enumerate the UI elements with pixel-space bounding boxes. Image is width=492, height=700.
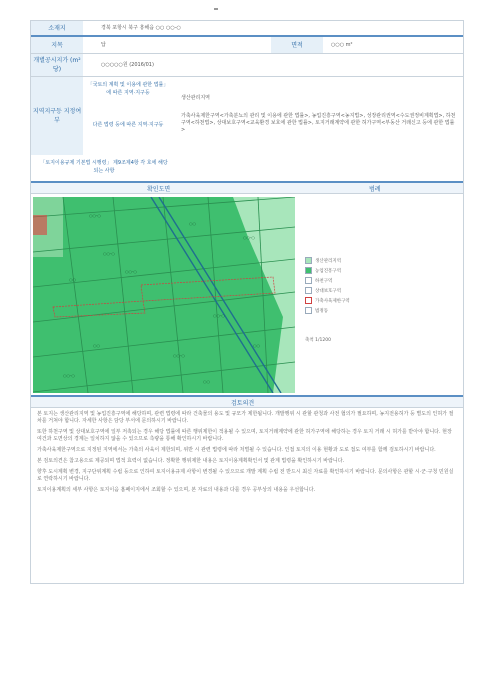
svg-text:○○-○: ○○-○	[125, 269, 137, 274]
legend-swatch	[305, 307, 312, 314]
land-category-label: 지목	[31, 37, 83, 53]
legend-item: 법정동	[305, 307, 328, 314]
svg-text:○○-○: ○○-○	[103, 251, 115, 256]
map-title: 확인도면	[147, 186, 171, 193]
page-mark	[214, 8, 218, 10]
price-value: ○○○○○원 (2016/01)	[101, 62, 154, 68]
opinion-body	[37, 411, 457, 498]
svg-text:○○: ○○	[189, 221, 196, 226]
area-value: ○○○ m²	[331, 42, 353, 48]
opinion-paragraph: 가축사육제한구역으로 지정된 지역에서는 가축의 사육이 제한되며, 위반 시 관련 법령에 따라 처벌될 수 있습니다. 인접 토지의 이용 현황과 도로 접도 여부를 함께 검토하시기 바랍니다.	[37, 447, 436, 453]
area-label: 면적	[271, 37, 323, 53]
legend-swatch	[305, 287, 312, 294]
legend-item: 하천구역	[305, 277, 332, 284]
svg-text:○○: ○○	[93, 343, 100, 348]
svg-text:○○-○: ○○-○	[63, 373, 75, 378]
opinion-paragraph: 또한 하천구역 및 상대보호구역에 일부 저촉되는 경우 해당 법률에 따른 행위제한이 적용될 수 있으며, 토지거래계약에 관한 허가구역에 해당하는 경우 토지 거래 시 허가를 받아야 합니다. 현장 여건과 도면상의 경계는 일치하지 않을 수 있으므로 측량을 통해 확인하시기 바랍니다.	[37, 429, 452, 442]
legend-item: 가축사육제한구역	[305, 297, 350, 304]
q3-label: 「토지이용규제 기본법 시행령」 제9조제4항 각 호에 해당되는 사항	[40, 160, 168, 174]
price-row	[31, 54, 463, 77]
q1-label: 「국토의 계획 및 이용에 관한 법률」에 따른 지역·지구등	[87, 82, 169, 96]
price-label: 개별공시지가 (m²당)	[31, 54, 83, 76]
zoning-section	[31, 77, 463, 181]
opinion-paragraph: 향후 도시계획 변경, 지구단위계획 수립 등으로 인하여 토지이용규제 사항이 변경될 수 있으므로 개발 계획 수립 전 반드시 최신 자료를 확인하시기 바랍니다. 문의사항은 관할 시·군·구청 민원실로 연락하시기 바랍니다.	[37, 469, 454, 482]
svg-text:○○: ○○	[203, 379, 210, 384]
opinion-paragraph: 토지이용계획의 세부 사항은 토지이음 홈페이지에서 조회할 수 있으며, 본 자료의 내용과 다를 경우 공부상의 내용을 우선합니다.	[37, 487, 316, 493]
map-scale: 축척 1/1200	[305, 338, 331, 343]
legend-item: 농업진흥구역	[305, 267, 341, 274]
opinion-paragraph: 본 검토의견은 참고용으로 제공되며 법적 효력이 없습니다. 정확한 행위제한 내용은 토지이용계획확인서 및 관계 법령을 확인하시기 바랍니다.	[37, 458, 345, 464]
parcel-map	[33, 197, 295, 393]
document-page	[30, 20, 464, 584]
legend-swatch	[305, 297, 312, 304]
svg-text:○○: ○○	[69, 277, 76, 282]
parcel-marker	[33, 215, 47, 235]
svg-text:○○-○: ○○-○	[243, 235, 255, 240]
legend-item: 생산관리지역	[305, 257, 341, 264]
q1-value: 생산관리지역	[181, 95, 210, 101]
zoning-label: 지역지구등 지정여부	[31, 77, 83, 155]
opinion-paragraph: 본 토지는 생산관리지역 및 농업진흥구역에 해당하며, 관련 법령에 따라 건축물의 용도 및 규모가 제한됩니다. 개발행위 시 관할 관청과 사전 협의가 필요하며, 농지전용허가 등 별도의 인허가 절차를 거쳐야 합니다. 자세한 사항은 담당 부서에 문의하시기 바랍니다.	[37, 411, 454, 424]
land-category-row	[31, 37, 463, 54]
location-value: 경북 포항시 북구 흥해읍 ○○ ○○-○	[101, 25, 181, 31]
map-section-header	[31, 181, 463, 194]
svg-text:○○-○: ○○-○	[213, 313, 225, 318]
legend-swatch	[305, 257, 312, 264]
legend-swatch	[305, 267, 312, 274]
opinion-header	[31, 395, 463, 408]
location-label: 소재지	[31, 21, 83, 35]
svg-text:○○-○: ○○-○	[89, 213, 101, 218]
map-drawing	[33, 197, 295, 393]
q2-value: 가축사육제한구역<가축분뇨의 관리 및 이용에 관한 법률>, 농업진흥구역<농지법>, 성장관리권역<수도권정비계획법>, 하천구역<하천법>, 상대보호구역<교육환경 보호에 관한 법률>, 토지거래계약에 관한 허가구역<부동산 거래신고 등에 관한 법률>	[181, 113, 456, 133]
legend-swatch	[305, 277, 312, 284]
map-legend	[299, 197, 463, 393]
land-category-value: 답	[101, 42, 106, 48]
q2-label: 다른 법령 등에 따른 지역·지구등	[92, 122, 164, 128]
legend-item: 상대보호구역	[305, 287, 341, 294]
svg-text:○○: ○○	[253, 343, 260, 348]
svg-text:○○-○: ○○-○	[173, 353, 185, 358]
header-row	[31, 21, 463, 37]
opinion-title: 검토의견	[231, 400, 255, 407]
legend-title: 범례	[369, 186, 381, 193]
